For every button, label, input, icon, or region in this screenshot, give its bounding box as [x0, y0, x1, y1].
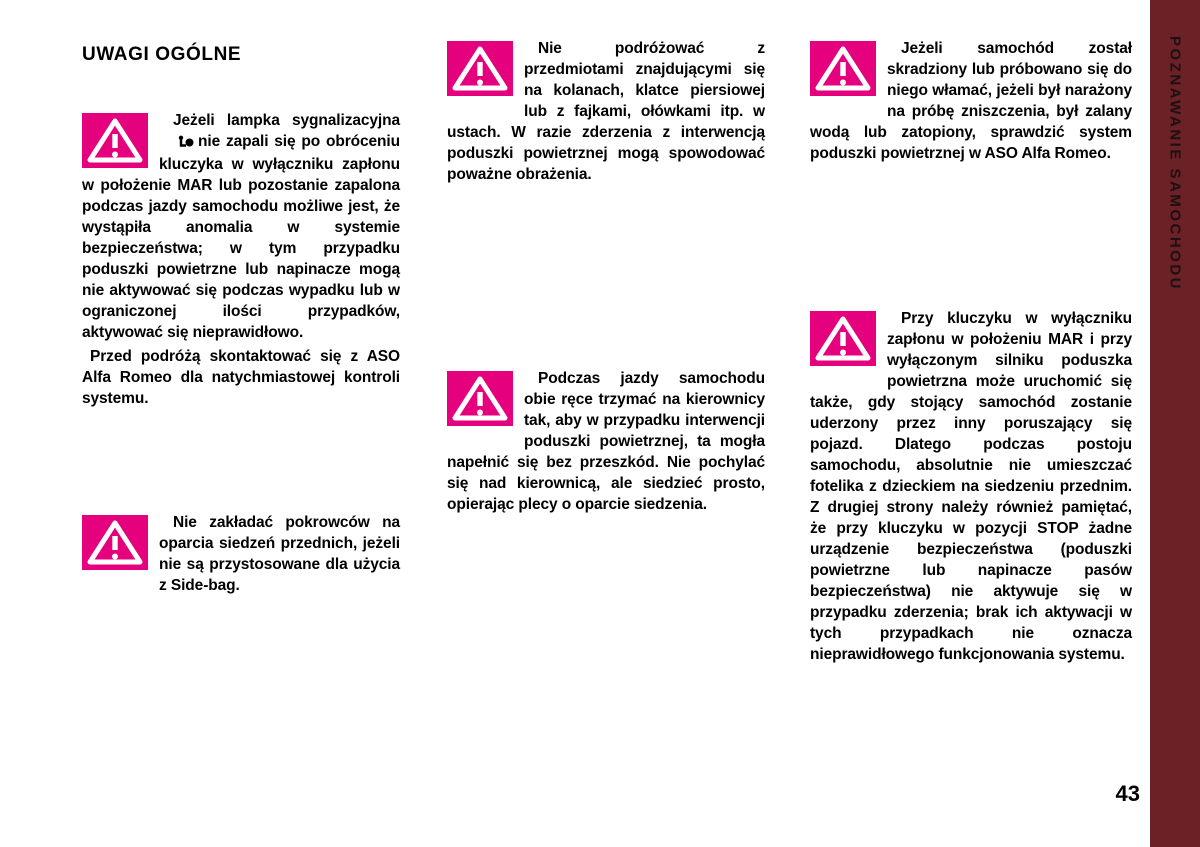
warning-block-key-mar-position	[810, 308, 1132, 665]
warning-triangle-icon-svg	[810, 311, 876, 366]
page-number: 43	[1115, 781, 1140, 806]
warning-triangle-icon	[810, 311, 876, 366]
warning-text-segment: nie zapali się po obróceniu kluczyka w wyłączniku zapłonu w położenie MAR lub pozostanie zapalona podczas jazdy samochodu możliwe jest, że wystąpiła anomalia w systemie bezpieczeństwa; w tym przypadku poduszki powietrzne lub napinacze mogą nie aktywować się podczas wypadku lub w ograniczonej ilości przypadków, aktywować się nieprawidłowo.	[82, 133, 400, 341]
warning-paragraph: Jeżeli samochód został skradziony lub próbowano się do niego włamać, jeżeli był narażony na próbę zniszczenia, był zalany wodą lub zatopiony, sprawdzić system poduszki powietrznej w ASO Alfa Romeo.	[810, 40, 1132, 162]
airbag-warning-lamp-icon	[163, 133, 194, 154]
chapter-sidebar-label: POZNAWANIE SAMOCHODU	[1166, 36, 1184, 292]
warning-triangle-icon-svg	[82, 113, 148, 168]
warning-triangle-icon	[810, 41, 876, 96]
warning-triangle-icon-svg	[810, 41, 876, 96]
warning-triangle-icon-svg	[447, 371, 513, 426]
chapter-sidebar	[1150, 0, 1200, 847]
warning-text-segment: Jeżeli lampka sygnalizacyjna	[173, 112, 400, 129]
warning-block-objects-on-lap	[447, 38, 765, 185]
warning-block-hands-on-wheel	[447, 368, 765, 515]
warning-triangle-icon-svg	[82, 515, 148, 570]
warning-block-signal-lamp	[82, 110, 400, 409]
warning-triangle-icon-svg	[447, 41, 513, 96]
warning-block-seat-covers	[82, 512, 400, 596]
warning-paragraph: Przy kluczyku w wyłączniku zapłonu w położeniu MAR i przy wyłączonym silniku poduszka powietrzna może uruchomić się także, gdy stojący samochód zostanie uderzony przez inny poruszający się pojazd. Dlatego podczas postoju samochodu, absolutnie nie umieszczać fotelika z dzieckiem na siedzeniu przednim. Z drugiej strony należy również pamiętać, że przy kluczyku w pozycji STOP żadne urządzenie bezpieczeństwa (poduszki powietrzne lub napinacze pasów bezpieczeństwa) nie aktywuje się w przypadku zderzenia; brak ich aktywacji w tych przypadkach nie oznacza nieprawidłowego funkcjonowania systemu.	[810, 310, 1132, 663]
warning-paragraph: Przed podróżą skontaktować się z ASO Alfa Romeo dla natychmiastowej kontroli systemu.	[82, 348, 400, 407]
airbag-warning-lamp-icon-svg	[177, 135, 194, 148]
warning-paragraph: Nie podróżować z przedmiotami znajdującymi się na kolanach, klatce piersiowej lub z fajkami, ołówkami itp. w ustach. W razie zderzenia z interwencją poduszki powietrznej mogą spowodować poważne obrażenia.	[447, 40, 765, 183]
warning-triangle-icon	[447, 371, 513, 426]
warning-triangle-icon	[447, 41, 513, 96]
warning-block-stolen-car	[810, 38, 1132, 164]
warning-paragraph: Podczas jazdy samochodu obie ręce trzymać na kierownicy tak, aby w przypadku interwencji poduszki powietrznej, ta mogła napełnić się bez przeszkód. Nie pochylać się nad kierownicą, ale siedzieć prosto, opierając plecy o oparcie siedzenia.	[447, 370, 765, 513]
page-title: UWAGI OGÓLNE	[82, 44, 242, 65]
warning-triangle-icon	[82, 113, 148, 168]
warning-paragraph: Nie zakładać pokrowców na oparcia siedzeń przednich, jeżeli nie są przystosowane dla użycia z Side-bag.	[159, 514, 400, 594]
warning-triangle-icon	[82, 515, 148, 570]
